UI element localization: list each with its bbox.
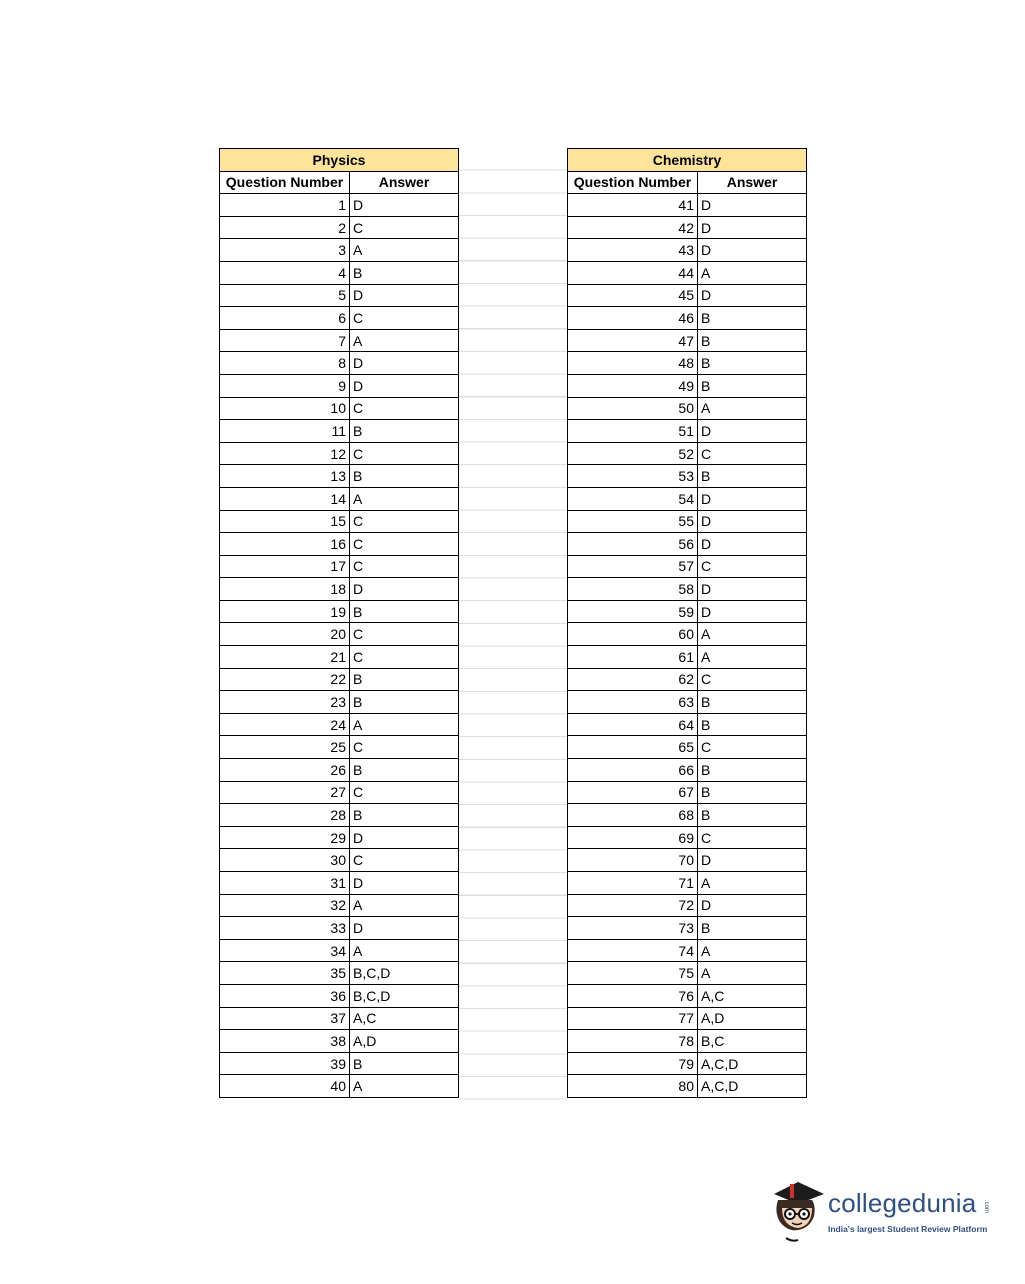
answer-cell: A	[350, 1075, 459, 1098]
table-row	[220, 352, 459, 375]
table-row	[220, 691, 459, 714]
question-number-cell: 56	[568, 533, 698, 556]
question-number-cell: 73	[568, 917, 698, 940]
table-row	[568, 1075, 807, 1098]
answer-cell: C	[350, 510, 459, 533]
answer-cell: A	[350, 713, 459, 736]
answer-cell: C	[698, 555, 807, 578]
question-number-cell: 37	[220, 1007, 350, 1030]
answer-cell: B	[698, 374, 807, 397]
table-row	[220, 533, 459, 556]
table-row	[568, 894, 807, 917]
answer-cell: D	[698, 578, 807, 601]
answer-cell: C	[350, 307, 459, 330]
answer-cell: D	[350, 194, 459, 217]
question-number-cell: 58	[568, 578, 698, 601]
table-row	[220, 307, 459, 330]
answer-cell: B	[350, 804, 459, 827]
table-row	[568, 781, 807, 804]
table-row	[568, 397, 807, 420]
answer-cell: C	[698, 826, 807, 849]
table-row	[568, 329, 807, 352]
table-row	[568, 442, 807, 465]
answer-cell: D	[350, 578, 459, 601]
question-number-cell: 21	[220, 646, 350, 669]
physics-answer-table	[219, 148, 459, 1098]
table-row	[220, 442, 459, 465]
question-number-cell: 35	[220, 962, 350, 985]
question-number-cell: 76	[568, 984, 698, 1007]
table-row	[220, 420, 459, 443]
table-row	[220, 1030, 459, 1053]
question-number-cell: 45	[568, 284, 698, 307]
mascot-with-graduation-cap-icon	[768, 1178, 826, 1246]
question-number-cell: 33	[220, 917, 350, 940]
question-number-cell: 68	[568, 804, 698, 827]
question-number-cell: 9	[220, 374, 350, 397]
table-row	[220, 1075, 459, 1098]
table-row	[220, 759, 459, 782]
answer-cell: C	[350, 646, 459, 669]
table-row	[220, 216, 459, 239]
answer-cell: B	[698, 917, 807, 940]
question-number-cell: 60	[568, 623, 698, 646]
table-row	[220, 284, 459, 307]
answer-cell: C	[350, 533, 459, 556]
table-row	[220, 872, 459, 895]
table-row	[220, 826, 459, 849]
answer-cell: A,C	[350, 1007, 459, 1030]
table-row	[568, 374, 807, 397]
table-row	[220, 555, 459, 578]
collegedunia-logo	[768, 1178, 993, 1246]
question-number-cell: 31	[220, 872, 350, 895]
answer-cell: C	[698, 736, 807, 759]
table-row	[568, 691, 807, 714]
question-number-cell: 72	[568, 894, 698, 917]
table-row	[568, 668, 807, 691]
table-row	[568, 307, 807, 330]
table-row	[220, 804, 459, 827]
question-number-cell: 18	[220, 578, 350, 601]
question-number-cell: 46	[568, 307, 698, 330]
answer-cell: B	[698, 465, 807, 488]
table-row	[568, 216, 807, 239]
answer-cell: A	[698, 397, 807, 420]
table-row	[568, 1007, 807, 1030]
question-number-cell: 16	[220, 533, 350, 556]
table-row	[220, 781, 459, 804]
answer-cell: C	[350, 781, 459, 804]
answer-cell: B	[698, 352, 807, 375]
chemistry-title: Chemistry	[568, 149, 807, 172]
chemistry-answer-table	[567, 148, 807, 1098]
answer-cell: B	[350, 759, 459, 782]
table-row	[220, 261, 459, 284]
answer-cell: C	[350, 849, 459, 872]
table-row	[568, 759, 807, 782]
question-number-cell: 23	[220, 691, 350, 714]
answer-cell: A	[350, 329, 459, 352]
table-row	[220, 239, 459, 262]
answer-cell: C	[350, 623, 459, 646]
question-number-cell: 3	[220, 239, 350, 262]
answer-cell: B	[350, 465, 459, 488]
answer-cell: A	[698, 939, 807, 962]
question-number-cell: 57	[568, 555, 698, 578]
question-number-cell: 50	[568, 397, 698, 420]
answer-cell: A,D	[350, 1030, 459, 1053]
answer-cell: D	[698, 849, 807, 872]
table-row	[220, 917, 459, 940]
question-number-cell: 26	[220, 759, 350, 782]
question-number-cell: 48	[568, 352, 698, 375]
table-row	[220, 194, 459, 217]
answer-cell: B	[698, 759, 807, 782]
table-row	[220, 962, 459, 985]
question-number-cell: 52	[568, 442, 698, 465]
table-row	[220, 713, 459, 736]
table-row	[568, 239, 807, 262]
question-number-cell: 7	[220, 329, 350, 352]
table-row	[568, 578, 807, 601]
question-number-cell: 32	[220, 894, 350, 917]
question-number-cell: 69	[568, 826, 698, 849]
question-number-cell: 79	[568, 1052, 698, 1075]
table-row	[568, 533, 807, 556]
answer-cell: A	[350, 239, 459, 262]
answer-cell: A,D	[698, 1007, 807, 1030]
answer-cell: A	[698, 623, 807, 646]
question-number-cell: 63	[568, 691, 698, 714]
table-row	[568, 555, 807, 578]
table-row	[568, 510, 807, 533]
question-number-cell: 54	[568, 487, 698, 510]
answer-cell: B	[350, 668, 459, 691]
brand-domain-suffix: .com	[983, 1200, 989, 1214]
answer-cell: A,C,D	[698, 1075, 807, 1098]
table-row	[568, 962, 807, 985]
table-row	[568, 623, 807, 646]
question-number-cell: 38	[220, 1030, 350, 1053]
table-row	[220, 894, 459, 917]
answer-cell: A	[350, 939, 459, 962]
table-row	[568, 872, 807, 895]
table-row	[220, 736, 459, 759]
table-row	[220, 465, 459, 488]
answer-cell: D	[698, 194, 807, 217]
answer-cell: B	[698, 691, 807, 714]
brand-name: collegedunia	[828, 1188, 977, 1218]
table-row	[220, 374, 459, 397]
question-number-cell: 65	[568, 736, 698, 759]
answer-cell: A	[698, 261, 807, 284]
answer-cell: D	[698, 600, 807, 623]
table-row	[220, 510, 459, 533]
answer-cell: A	[350, 894, 459, 917]
table-row	[220, 487, 459, 510]
answer-cell: D	[698, 216, 807, 239]
physics-title: Physics	[220, 149, 459, 172]
answer-cell: B	[350, 261, 459, 284]
question-number-cell: 75	[568, 962, 698, 985]
answer-cell: B	[698, 713, 807, 736]
answer-cell: D	[350, 872, 459, 895]
question-number-cell: 13	[220, 465, 350, 488]
question-number-cell: 11	[220, 420, 350, 443]
table-row	[568, 826, 807, 849]
answer-cell: D	[350, 374, 459, 397]
table-row	[568, 194, 807, 217]
answer-cell: B	[698, 781, 807, 804]
answer-cell: A	[698, 962, 807, 985]
chemistry-rows	[568, 194, 807, 1098]
table-row	[568, 736, 807, 759]
question-number-cell: 55	[568, 510, 698, 533]
table-row	[220, 668, 459, 691]
answer-cell: D	[698, 284, 807, 307]
question-number-cell: 67	[568, 781, 698, 804]
question-number-cell: 49	[568, 374, 698, 397]
answer-cell: D	[698, 239, 807, 262]
question-number-cell: 4	[220, 261, 350, 284]
answer-cell: A,C	[698, 984, 807, 1007]
table-row	[220, 578, 459, 601]
question-number-cell: 66	[568, 759, 698, 782]
question-number-cell: 40	[220, 1075, 350, 1098]
question-number-cell: 77	[568, 1007, 698, 1030]
question-number-cell: 39	[220, 1052, 350, 1075]
table-row	[568, 420, 807, 443]
table-row	[220, 623, 459, 646]
answer-cell: C	[350, 736, 459, 759]
answer-cell: D	[698, 420, 807, 443]
table-row	[220, 1052, 459, 1075]
table-row	[568, 849, 807, 872]
table-row	[568, 465, 807, 488]
table-row	[568, 917, 807, 940]
question-number-cell: 8	[220, 352, 350, 375]
question-number-cell: 28	[220, 804, 350, 827]
chemistry-answer-header: Answer	[698, 171, 807, 194]
answer-cell: A	[350, 487, 459, 510]
answer-cell: C	[350, 216, 459, 239]
question-number-cell: 6	[220, 307, 350, 330]
question-number-cell: 10	[220, 397, 350, 420]
physics-question-number-header: Question Number	[220, 171, 350, 194]
table-row	[220, 849, 459, 872]
table-row	[220, 329, 459, 352]
table-row	[568, 600, 807, 623]
answer-cell: D	[350, 284, 459, 307]
answer-cell: C	[350, 397, 459, 420]
question-number-cell: 24	[220, 713, 350, 736]
answer-cell: B	[350, 691, 459, 714]
brand-tagline: India's largest Student Review Platform	[828, 1224, 988, 1234]
question-number-cell: 17	[220, 555, 350, 578]
question-number-cell: 78	[568, 1030, 698, 1053]
question-number-cell: 15	[220, 510, 350, 533]
table-row	[568, 939, 807, 962]
question-number-cell: 41	[568, 194, 698, 217]
question-number-cell: 61	[568, 646, 698, 669]
question-number-cell: 64	[568, 713, 698, 736]
question-number-cell: 27	[220, 781, 350, 804]
question-number-cell: 36	[220, 984, 350, 1007]
answer-cell: D	[698, 510, 807, 533]
answer-cell: D	[350, 352, 459, 375]
answer-cell: B,C,D	[350, 962, 459, 985]
table-row	[568, 352, 807, 375]
question-number-cell: 42	[568, 216, 698, 239]
answer-cell: A	[698, 872, 807, 895]
question-number-cell: 19	[220, 600, 350, 623]
question-number-cell: 59	[568, 600, 698, 623]
question-number-cell: 62	[568, 668, 698, 691]
table-row	[568, 487, 807, 510]
answer-cell: D	[698, 894, 807, 917]
question-number-cell: 30	[220, 849, 350, 872]
physics-rows	[220, 194, 459, 1098]
question-number-cell: 1	[220, 194, 350, 217]
answer-cell: B	[350, 600, 459, 623]
question-number-cell: 80	[568, 1075, 698, 1098]
answer-cell: D	[350, 917, 459, 940]
table-row	[568, 1030, 807, 1053]
spreadsheet-gap-column	[458, 148, 567, 1101]
question-number-cell: 29	[220, 826, 350, 849]
question-number-cell: 22	[220, 668, 350, 691]
table-row	[220, 1007, 459, 1030]
table-row	[568, 984, 807, 1007]
table-row	[220, 984, 459, 1007]
physics-answer-header: Answer	[350, 171, 459, 194]
question-number-cell: 43	[568, 239, 698, 262]
answer-cell: B	[350, 1052, 459, 1075]
table-row	[568, 804, 807, 827]
answer-cell: C	[698, 442, 807, 465]
table-row	[568, 1052, 807, 1075]
answer-cell: A	[698, 646, 807, 669]
question-number-cell: 12	[220, 442, 350, 465]
table-row	[568, 261, 807, 284]
chemistry-question-number-header: Question Number	[568, 171, 698, 194]
answer-cell: D	[350, 826, 459, 849]
answer-cell: B	[350, 420, 459, 443]
question-number-cell: 71	[568, 872, 698, 895]
answer-cell: C	[350, 555, 459, 578]
table-row	[220, 646, 459, 669]
question-number-cell: 25	[220, 736, 350, 759]
answer-cell: B,C	[698, 1030, 807, 1053]
table-row	[220, 600, 459, 623]
answer-cell: B,C,D	[350, 984, 459, 1007]
question-number-cell: 5	[220, 284, 350, 307]
question-number-cell: 70	[568, 849, 698, 872]
answer-cell: D	[698, 533, 807, 556]
answer-cell: B	[698, 329, 807, 352]
table-row	[220, 939, 459, 962]
question-number-cell: 2	[220, 216, 350, 239]
answer-cell: A,C,D	[698, 1052, 807, 1075]
answer-cell: B	[698, 307, 807, 330]
question-number-cell: 14	[220, 487, 350, 510]
question-number-cell: 34	[220, 939, 350, 962]
table-row	[568, 646, 807, 669]
question-number-cell: 47	[568, 329, 698, 352]
table-row	[568, 284, 807, 307]
answer-cell: C	[698, 668, 807, 691]
table-row	[568, 713, 807, 736]
answer-cell: C	[350, 442, 459, 465]
question-number-cell: 20	[220, 623, 350, 646]
question-number-cell: 44	[568, 261, 698, 284]
question-number-cell: 51	[568, 420, 698, 443]
question-number-cell: 74	[568, 939, 698, 962]
table-row	[220, 397, 459, 420]
answer-cell: D	[698, 487, 807, 510]
question-number-cell: 53	[568, 465, 698, 488]
answer-cell: B	[698, 804, 807, 827]
